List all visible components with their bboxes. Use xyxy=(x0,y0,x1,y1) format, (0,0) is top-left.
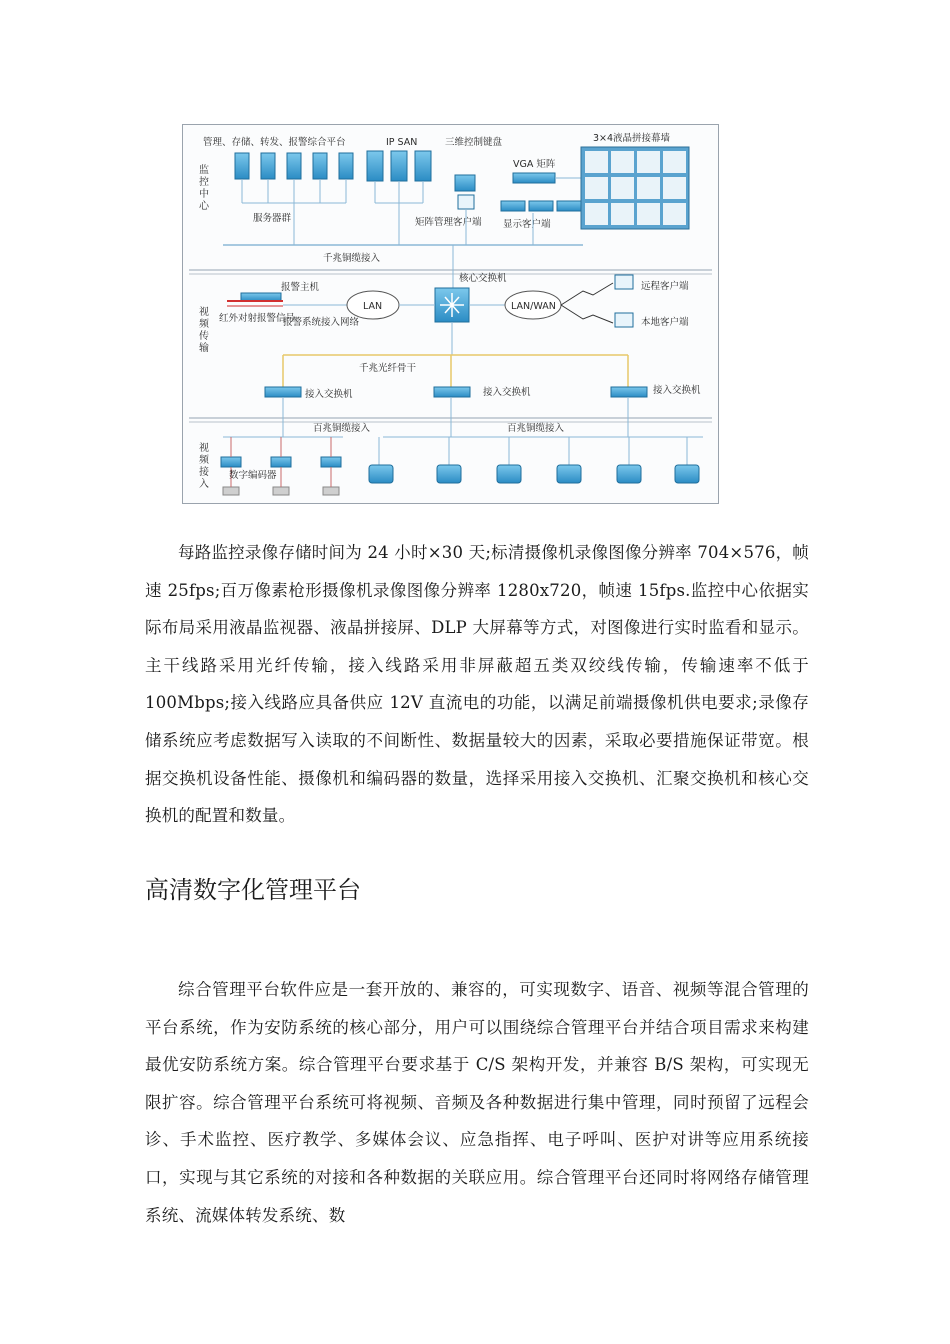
server-platform-label: 管理、存储、转发、报警综合平台 xyxy=(203,137,346,148)
camera-base-icon xyxy=(223,487,239,495)
camera-base-icon xyxy=(323,487,339,495)
access-switch-label: 接入交换机 xyxy=(653,385,701,396)
access-switch-icon xyxy=(265,387,301,397)
section-label-char: 视 xyxy=(199,307,209,318)
section-label-transmission xyxy=(199,306,210,354)
wall-label: 3×4液晶拼接幕墙 xyxy=(593,133,671,144)
section-label-char: 输 xyxy=(199,343,209,354)
section-label-center xyxy=(199,163,210,212)
alarm-network-label: 报警系统接入网络 xyxy=(283,317,360,328)
encoder-icon xyxy=(271,457,291,467)
lan-wan-label: LAN/WAN xyxy=(511,301,556,312)
body-paragraph-1: 每路监控录像存储时间为 24 小时×30 天;标清摄像机录像图像分辨率 704×576，帧速 25fps;百万像素枪形摄像机录像图像分辨率 1280x720，帧速 15fps.监控中心依据实际布局采用液晶监视器、液晶拼接屏、DLP 大屏幕等方式，对图像进行实时监看和显示。主干线路采用光纤传输，接入线路采用非屏蔽超五类双绞线传输，传输速率不低于 100Mbps;接入线路应具备供应 12V 直流电的功能，以满足前端摄像机供电要求;录像存储系统应考虑数据写入读取的不间断性、数据量较大的因素，采取必要措施保证带宽。根据交换机设备性能、摄像机和编码器的数量，选择采用接入交换机、汇聚交换机和核心交换机的配置和数量。 xyxy=(145,543,809,826)
storage-link-line xyxy=(375,181,423,245)
section-label-char: 频 xyxy=(199,319,209,330)
storage-icon xyxy=(391,151,407,181)
section-label-char: 监 xyxy=(199,165,209,176)
display-client-label: 显示客户端 xyxy=(503,219,551,230)
ir-signal-label: 红外对射报警信号 xyxy=(219,313,296,324)
server-icon xyxy=(339,153,353,179)
gig-copper-label: 千兆铜缆接入 xyxy=(323,253,381,264)
camera-icon xyxy=(675,465,699,483)
section-label-char: 中 xyxy=(199,189,209,200)
vga-label: VGA 矩阵 xyxy=(513,159,556,170)
section-label-char: 传 xyxy=(199,331,209,342)
matrix-client-monitor-icon xyxy=(458,195,474,209)
camera-icon xyxy=(437,465,461,483)
fiber-backbone-label: 千兆光纤骨干 xyxy=(359,363,417,374)
fiber-drop-line xyxy=(283,355,628,387)
vga-matrix-icon xyxy=(513,173,555,183)
body-paragraph-2: 综合管理平台软件应是一套开放的、兼容的，可实现数字、语音、视频等混合管理的平台系统，作为安防系统的核心部分，用户可以围绕综合管理平台并结合项目需求来构建最优安防系统方案。综合管理平台要求基于 C/S 架构开发，并兼容 B/S 架构，可实现无限扩容。综合管理平台系统可将视频、音频及各种数据进行集中管理，同时预留了远程会诊、手术监控、医疗教学、多媒体会议、应急指挥、电子呼叫、医护对讲等应用系统接口，实现与其它系统的对接和各种数据的关联应用。综合管理平台还同时将网络存储管理系统、流媒体转发系统、数 xyxy=(145,980,809,1225)
server-icon xyxy=(261,153,275,179)
server-icon xyxy=(235,153,249,179)
access-switch-label: 接入交换机 xyxy=(483,387,531,398)
diagram-svg xyxy=(183,125,718,503)
section-label-char: 控 xyxy=(199,177,209,188)
ip-camera-group xyxy=(369,437,699,483)
encoder-icon xyxy=(321,457,341,467)
access-switch-label: 接入交换机 xyxy=(305,389,353,400)
hundred-copper-label: 百兆铜缆接入 xyxy=(313,423,371,434)
server-group-label: 服务器群 xyxy=(253,213,292,224)
camera-icon xyxy=(497,465,521,483)
display-client-icon xyxy=(501,201,525,211)
camera-icon xyxy=(369,465,393,483)
storage-icon xyxy=(367,151,383,181)
server-group xyxy=(235,153,353,179)
access-switch-icon xyxy=(611,387,647,397)
camera-icon xyxy=(617,465,641,483)
section-label-char: 接 xyxy=(199,467,209,478)
ip-san-label: IP SAN xyxy=(386,137,418,148)
section-heading: 高清数字化管理平台 xyxy=(145,876,361,904)
server-icon xyxy=(313,153,327,179)
display-client-icon xyxy=(557,201,581,211)
wan-link-line xyxy=(561,283,613,323)
section-label-char: 心 xyxy=(199,201,209,212)
local-client-monitor-icon xyxy=(615,313,633,327)
section-label-char: 视 xyxy=(199,443,209,454)
local-client-label: 本地客户端 xyxy=(641,317,689,328)
display-client-icon xyxy=(529,201,553,211)
hundred-copper-label: 百兆铜缆接入 xyxy=(507,423,565,434)
matrix-client-label: 矩阵管理客户端 xyxy=(415,217,482,228)
alarm-host-icon xyxy=(241,293,281,301)
keyboard-label: 三维控制键盘 xyxy=(445,137,503,148)
server-icon xyxy=(287,153,301,179)
remote-client-monitor-icon xyxy=(615,275,633,289)
storage-icon xyxy=(415,151,431,181)
camera-icon xyxy=(557,465,581,483)
network-diagram xyxy=(182,124,719,504)
core-switch-label: 核心交换机 xyxy=(459,273,507,284)
camera-link-line xyxy=(379,437,687,465)
encoder-group xyxy=(221,437,341,495)
alarm-host-label: 报警主机 xyxy=(281,282,320,293)
ip-san-storage xyxy=(367,151,431,181)
lan-label: LAN xyxy=(363,301,383,312)
hundred-copper-line xyxy=(223,397,703,437)
section-label-access xyxy=(199,442,210,490)
camera-base-icon xyxy=(273,487,289,495)
access-switch-icon xyxy=(434,387,470,397)
encoder-label: 数字编码器 xyxy=(229,470,277,481)
encoder-icon xyxy=(221,457,241,467)
keyboard-icon xyxy=(455,175,475,191)
remote-client-label: 远程客户端 xyxy=(641,281,689,292)
section-label-char: 频 xyxy=(199,455,209,466)
section-label-char: 入 xyxy=(199,479,209,490)
lcd-video-wall xyxy=(581,147,689,229)
server-link-line xyxy=(242,179,346,203)
